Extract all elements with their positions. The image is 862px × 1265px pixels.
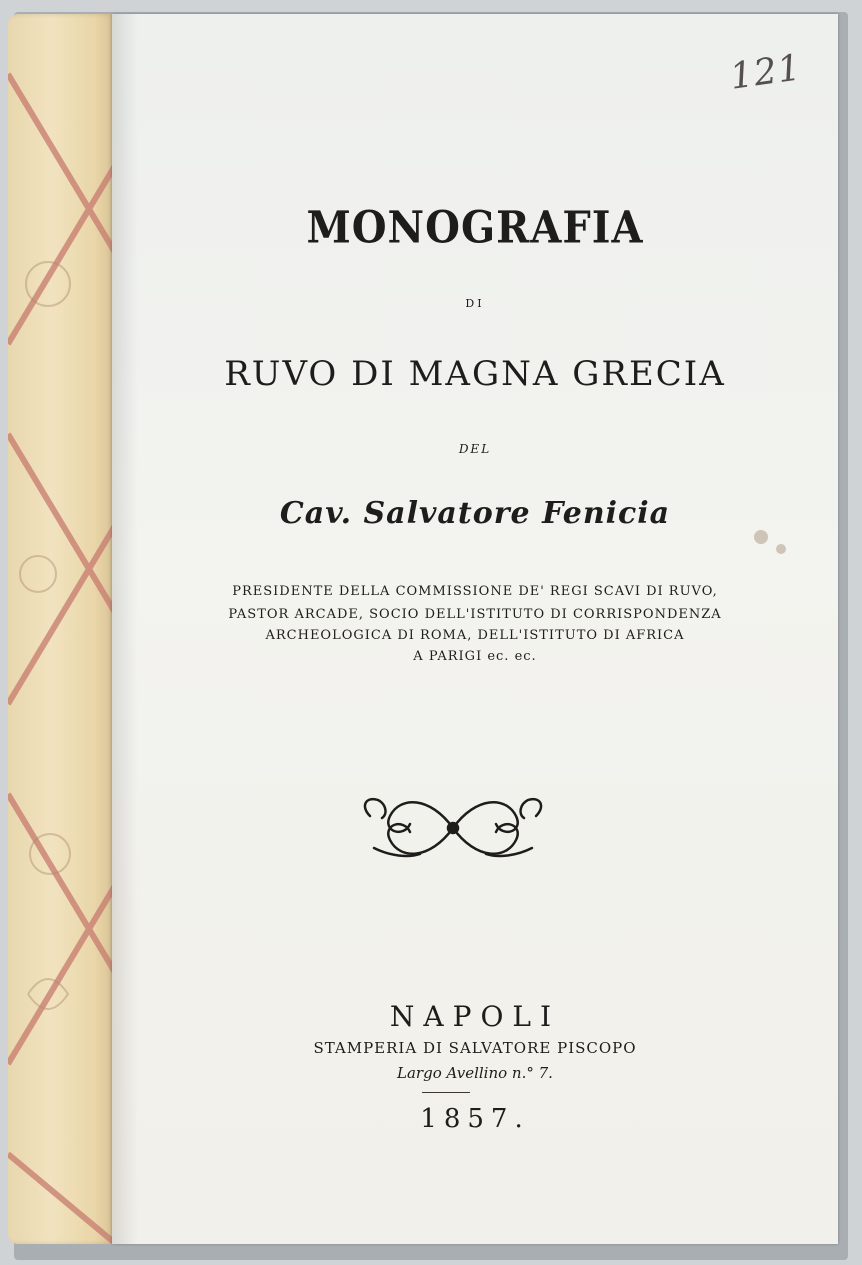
spine-pattern <box>8 14 116 1244</box>
author-name: Cav. Salvatore Fenicia <box>279 496 671 531</box>
book-spine <box>8 14 116 1244</box>
printer-ornament <box>360 786 546 870</box>
handwritten-shelfmark: 121 <box>727 47 805 98</box>
publication-place: NAPOLI <box>389 1000 561 1033</box>
printer-name: STAMPERIA DI SALVATORE PISCOPO <box>313 1039 637 1057</box>
divider-rule <box>422 1092 470 1093</box>
book-subtitle: RUVO DI MAGNA GRECIA <box>224 354 726 394</box>
author-credential-line: ARCHEOLOGICA DI ROMA, DELL'ISTITUTO DI AFRICA <box>265 628 685 643</box>
author-connector: DEL <box>458 442 492 456</box>
publication-year: 1857. <box>420 1104 530 1134</box>
author-credential-line: PRESIDENTE DELLA COMMISSIONE DE' REGI SCAVI DI RUVO, <box>232 584 718 599</box>
foxing-spot <box>754 530 768 544</box>
foxing-spot <box>776 544 786 554</box>
title-connector: DI <box>465 297 485 310</box>
title-page <box>112 14 838 1244</box>
book-title: MONOGRAFIA <box>306 201 644 254</box>
author-credential-line: A PARIGI ec. ec. <box>413 649 537 664</box>
printer-address: Largo Avellino n.° 7. <box>397 1064 553 1082</box>
author-credential-line: PASTOR ARCADE, SOCIO DELL'ISTITUTO DI CORRISPONDENZA <box>228 607 722 622</box>
